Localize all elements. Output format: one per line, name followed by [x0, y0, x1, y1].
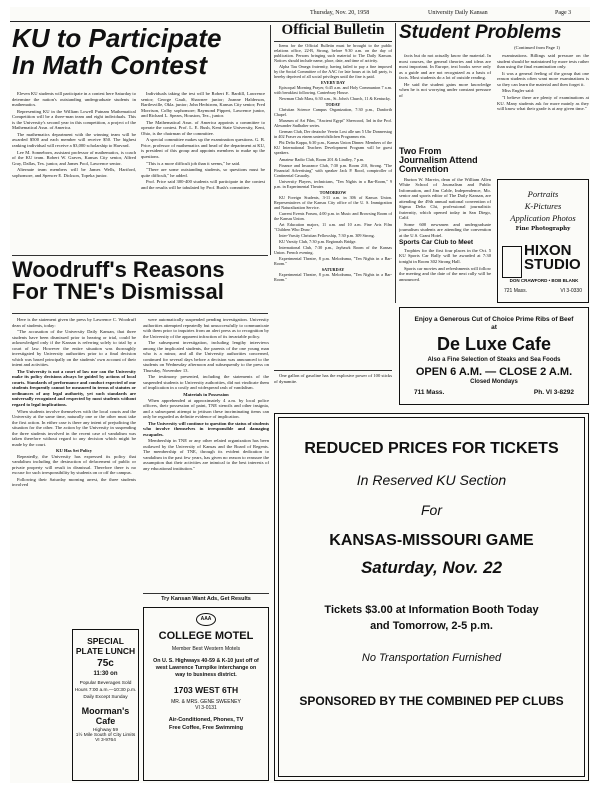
moorman-cafe-ad [72, 629, 139, 781]
bulletin-title: Official Bulletin [281, 23, 385, 38]
woodruff-headline [12, 259, 270, 315]
kumath-col-1 [12, 91, 136, 251]
camera-icon [502, 246, 522, 278]
plate-title-1: SPECIAL [87, 636, 124, 646]
subhead: Materials in Possession [183, 392, 229, 398]
paragraph: Following their Saturday morning arrest, the three students involved [12, 476, 136, 488]
deluxe-line-1: Enjoy a Generous Cut of Choice Prime Ribs of Beef at [414, 316, 574, 331]
tickets-line-6: Tickets $3.00 at Information Booth Today [324, 604, 539, 616]
tickets-line-2: In Reserved KU Section [356, 472, 507, 488]
paragraph: were automatically suspended pending investigation. University authorities attempted repeatedly but unsuccessfully to communicate with them prior to inquiries from an alert press as to recognition by the University of the apparent infraction of its invariable policy. [143, 317, 269, 339]
paragraph: Trophies for the first four places in the Oct. 5 KU Sports Car Rally will be awarded at 7:30 tonight in Room 302 Strong Hall. [399, 247, 491, 264]
tickets-line-3: For [421, 502, 442, 518]
problems-continued: (Continued from Page 1) [514, 45, 560, 50]
problems-headline: Student Problems [399, 23, 562, 43]
paragraph: "The accusation of the University Daily Kansan, that three students have been dismissed prior to hearing or trial, could be acknowledged only if the Kansan is referring solely to trial by a court of law. However the entire situation was thoroughly investigated by University authorities prior to a final decision which was based principally on the students' own account of their intent and activities. [12, 329, 136, 368]
sportscar-headline: Sports Car Club to Meet [399, 239, 474, 247]
paragraph: Individuals taking the test will be Robert E. Bardill, Lawrence senior; George Gault, Shawnee junior; Joanne Halderson, Bartlesville, Okla. junior; John Hedstrom, Kansas City senior; Fred Morrison, Colby sophomore; Raymond Pippert, Lawrence junior, and Richard L. Spears, Houston, Tex., junior. [141, 91, 265, 118]
subhead: KU Has Set Policy [55, 448, 93, 454]
paragraph: Alternate team members will be James Wells, Hartford, sophomore, and Spencer E. Dickson, Topeka junior. [12, 167, 136, 178]
bulletin-item: German Club, Der deutsche Verein Lost alle um 5 Uhr Donnerstag in 402 Fraser zu einem unterrichtlichen Programm ein. [274, 129, 392, 140]
college-motel-ad [143, 607, 269, 781]
deluxe-hours: OPEN 6 A.M. — CLOSE 2 A.M. [415, 366, 573, 378]
paragraph: Lee M. Sonneborn, assistant professor of mathematics, is coach of the KU team. Robert W. Graves, Kansas City senior, Alfred Gray, Dallas, Tex. junior, and James Pool, Lawrence senior. [12, 149, 136, 166]
motel-amenities: Air-Conditioned, Phones, TV [168, 717, 244, 723]
moorman-location: 1½ Mile South of City Limits [75, 733, 136, 738]
hixon-name-2: STUDIO [524, 256, 581, 273]
divider [395, 23, 396, 303]
header-date: Thursday, Nov. 20, 1958 [310, 10, 370, 16]
sportscar-body [399, 248, 491, 282]
bulletin-item: Phi Delta Kappa, 6:30 p.m., Kansas Union Dinner. Members of the KU International Teachers Development Program will be guest speakers. [274, 140, 392, 156]
bulletin-item: Items for the Official Bulletin must be brought to the public relations office, 22-B, Strong, before 9:30 a.m. on the day of publication. Persons bringing such material to The Daily Kansan. Notices should include name, place, date, and time of activity. [274, 43, 392, 63]
bulletin-heading: TOMORROW [319, 189, 347, 195]
tickets-line-4: KANSAS-MISSOURI GAME [329, 532, 534, 549]
want-ads-footer: Try Kansan Want Ads, Get Results [143, 593, 269, 606]
page-header [10, 7, 590, 22]
bulletin-item: Museum of Art Film, "Ancient Egypt" Sherwood, 3rd in the Prof. Alexander Sudhalter series. [274, 118, 392, 129]
tickets-line-8: No Transportation Furnished [361, 652, 502, 664]
tickets-inner-border [278, 417, 585, 777]
bulletin-item: Alpha Tau Omega fraternity, having failed to pay a fine imposed by the Social Committee of the AAC for late hours at its fall party, is hereby deprived of all social privileges until the fine is paid. [274, 64, 392, 79]
motel-phone: VI 3-0131 [195, 705, 217, 711]
kumath-headline-1: KU to Participate [12, 25, 222, 53]
plate-title-2: PLATE LUNCH [75, 646, 136, 656]
woodruff-col-1 [12, 317, 136, 625]
kumath-headline [12, 25, 267, 87]
journalism-body [399, 177, 491, 239]
moorman-phone: VI 3-9764 [95, 738, 116, 743]
bulletin-item: Episcopal Morning Prayer, 6:45 a.m. and Holy Communion 7 a.m. with breakfast following. Canterbury House. [274, 85, 392, 95]
bulletin-heading: SATURDAY [321, 267, 345, 273]
hixon-address: 721 Mass. [504, 288, 528, 294]
paragraph: The testimony presented, including the statements of the suspended students to University authorities, did not vindicate them of implication in a costly and widespread rash of vandalism. [143, 374, 269, 391]
hixon-phone: VI 3-0330 [560, 288, 582, 294]
paragraph: Here is the statement given the press by Lawrence C. Woodruff dean of students, today: [12, 317, 136, 328]
paragraph: When students involve themselves with the local courts and the University at the same time, naturally one or the other must take the first action. In either case is there any intent of prejudicing the situation for the other. The action by the University in suspending the three students involved in the recent case of vandalism was taken therefore without regard to any decision which might be made by the court. [12, 408, 136, 447]
tickets-line-9: SPONSORED BY THE COMBINED PEP CLUBS [299, 694, 564, 708]
kumath-headline-2: In Math Contest [12, 49, 207, 80]
motel-name: COLLEGE MOTEL [158, 630, 254, 642]
deluxe-name: De Luxe Cafe [436, 334, 552, 354]
paragraph: Sports car movies and refreshments will follow the meeting and the date of the next rally will be announced. [399, 265, 491, 282]
paragraph: It was a general feeling of the group that one reason students often want more examinations is so they can learn the material and then forget it. [497, 70, 589, 87]
paragraph: When apprehended at approximately 4 a.m. by local police officers, their possession of paint, TNE stencils and other insignia, and a subsequent attempt to jettison these incriminating items can only be regarded as definite evidence of implication. [143, 397, 269, 420]
motel-member: Member Best Western Motels [171, 646, 241, 652]
newspaper-page [10, 7, 590, 783]
divider [12, 255, 268, 256]
paragraph: "This is a more difficult job than it seems," he said. [146, 160, 241, 166]
aaa-logo: AAA [196, 613, 216, 626]
bulletin-item: KU Foreign Students, 3-11 a.m. in 306 of Kansas Union. Representatives of the Kansas City office of the U. S. Immigration and Naturalization Service. [274, 194, 392, 210]
hixon-line: Portraits [527, 189, 559, 199]
motel-route: On U. S. Highways 40-59 & K-10 just off of west Lawrence Turnpike interchange on way to business district. [153, 658, 259, 678]
paragraph: The subsequent investigation, including lengthy interviews among the implicated students, the parents of the one young man who is a minor, and all the University authorities concerned, continued for several days before a decision was announced to the students on Wednesday afternoon and subsequently to the press on Thursday, November 13. [143, 340, 269, 373]
plate-hours: Hours 7:00 a.m.—10:30 p.m. [74, 688, 137, 693]
problems-col-2 [497, 53, 589, 153]
paragraph: examinations. Billings said pressure on the student should be maintained by more tests rather than using the final examination only. [497, 53, 589, 69]
paragraph: The mathematics department with the winning team will be awarded $500 and each member will receive $50. The highest ranking individual will receive a $3,000 scholarship to Harvard. [12, 131, 136, 148]
paragraph: Burton W. Marvin, dean of the William Allen White School of Journalism and Public Information, and Jim Cable, Independence, Mo. senior and sports editor of The Daily Kansan, are attending the 49th annual national convention of Sigma Delta Chi, professional journalistic fraternity, which opened today in San Diego, Calif. [399, 176, 491, 221]
hixon-line: Application Photos [510, 213, 576, 223]
paragraph: Some 600 newsmen and undergraduate journalism students are attending the convention at the U.S. Grant Hotel. [399, 221, 491, 238]
paragraph: The University is not a court of law nor can the University make its policy decisions always be guided by actions of local courts. Standards of performance and conduct expected of our students frequently cannot be measured in terms of statutes or ordinances of any legal authority, yet such standards are universally recognized and respected by most students without regard to legal implications. [12, 368, 136, 407]
tickets-line-5: Saturday, Nov. 22 [360, 558, 503, 577]
bulletin-item: KU Varsity Club, 7:30 p.m. Regionals Bridge. [279, 239, 357, 245]
bulletin-item: Experimental Theatre, 8 p.m. Melodrama, "Ten Nights in a Bar-Room." [274, 272, 392, 283]
tickets-ad [274, 413, 589, 781]
kumath-col-2 [141, 91, 265, 251]
paragraph: facts but do not actually know the material. In most courses, the general theories and ideas are most important. In Europe, text books serve only as a guide and are not recognized as a basis of facts. Most students do a lot of outside reading. [399, 53, 491, 80]
bulletin-heading: EVERY DAY [320, 80, 346, 86]
woodruff-col-2 [143, 317, 269, 591]
hixon-services [498, 188, 588, 224]
bulletin-item: Christian Science Campus Organization, 7:30 p.m., Danforth Chapel. [274, 107, 392, 118]
bulletin-item: Amateur Radio Club, Room 201 & Lindley, 7 p.m. [279, 156, 365, 162]
deluxe-phone: Ph. VI 3-8292 [533, 389, 574, 396]
bulletin-footer-text: One gallon of gasoline has the explosive power of 100 sticks of dynamite. [274, 373, 392, 384]
paragraph: The University will continue to question the status of students who involve themselves in irresponsible and damaging escapades. [143, 420, 269, 437]
deluxe-closed: Closed Mondays [470, 379, 518, 385]
motel-owners: MR. & MRS. GENE SWEENEY [171, 699, 241, 705]
paragraph: Eleven KU students will participate in a contest here Saturday to determine the nation's outstanding undergraduate students in mathematics. [12, 91, 136, 107]
bulletin-body [274, 44, 392, 285]
moorman-name: Moorman's Cafe [81, 706, 130, 726]
plate-time: 11:30 on [93, 671, 118, 677]
bulletin-item: Current Events Forum, 4:00 p.m. in Music and Browsing Room of the Kansas Union. [274, 210, 392, 221]
tickets-line-7: and Tomorrow, 2-5 p.m. [370, 620, 493, 632]
paragraph: Repeatedly, the University has expressed its policy that vandalism including the destruction of defacement of public or private property will result in dismissal. Therefore there is no excuse for such irresponsibility by students on or off the campus. [12, 453, 136, 476]
paragraph: "I believe there are plenty of examinations at KU. Many students ask for more mainly as they will know what their grade is at any given time." [497, 95, 589, 112]
paragraph: "There are some outstanding students, so questions must be quite difficult," he added. [141, 167, 265, 178]
header-paper: University Daily Kansan [428, 10, 488, 16]
paragraph: Prof. Price said 300-400 students will participate in the contest and the results will be tabulated by Prof. Bush's committee. [141, 179, 265, 190]
bulletin-item: Finance and Insurance Club, 7:30 p.m. Room 210, Strong. "The Financial Advertising" with speaker Jack P. Rood, comptroller of Continental Casualty. [274, 162, 392, 178]
student-problems [399, 23, 589, 153]
bulletin-item: International Club, 7:30 p.m., Jayhawk Room of the Kansas Union. French evening. [274, 245, 392, 256]
header-page: Page 3 [555, 10, 572, 16]
moorman-hwy: Highway 59 [92, 728, 119, 733]
hixon-line: K-Pictures [524, 201, 562, 211]
plate-note: Popular Beverages Sold [79, 681, 132, 686]
official-bulletin [274, 23, 392, 407]
tickets-line-1: REDUCED PRICES FOR TICKETS [304, 440, 559, 457]
paragraph: A special committee makes up the examination questions. G. B. Price, professor of mathematics and head of the department at KU, is president of this group and appoints members to make up the questions. [141, 137, 265, 159]
deluxe-line-2: Also a Fine Selection of Steaks and Sea Foods [427, 357, 561, 363]
bulletin-item: University Players, technicians, "Ten Nights in a Bar-Room," 9 p.m. in Experimental Theater. [274, 178, 392, 189]
divider [274, 41, 392, 42]
paragraph: Representing KU in the William Lowell Putnam Mathematical Competition will be a three-man team and eight individuals. This is the University's second year in this competition, a project of the Mathematical Assn. of America. [12, 108, 136, 131]
bulletin-item: Newman Club Mass, 6:30 a.m., St. John's Church, 11 & Kentucky. [279, 96, 391, 102]
bulletin-item: Inter-Varsity Christian Fellowship, 7:30 p.m. 309 Strong. [279, 232, 375, 238]
woodruff-headline-1: Woodruff's Reasons [12, 259, 225, 282]
motel-coffee: Free Coffee, Free Swimming [169, 725, 243, 731]
paragraph: The Mathematical Assn. of America appoints a committee to operate the contest. Prof. L. E. Bush, Kent State University, Kent, Ohio, is the chairman of the committee. [141, 119, 265, 136]
bulletin-item: Experimental Theatre, 8 p.m. Melodrama, "Ten Nights in a Bar-Room." [274, 256, 392, 267]
bulletin-item: Art Education majors, 11 a.m. and 10 a.m. Fine Arts Film "Children Who Draw." [274, 221, 392, 232]
deluxe-cafe-ad [399, 307, 589, 405]
motel-address: 1703 WEST 6TH [173, 685, 239, 695]
plate-daily: Daily Except Sunday [83, 695, 128, 700]
journalism-headline: Two From Journalism Attend Convention [399, 147, 478, 175]
problems-col-1 [399, 53, 491, 153]
divider [12, 313, 268, 314]
hixon-studio-ad [497, 179, 589, 303]
woodruff-headline-2: For TNE's Dismissal [12, 279, 224, 305]
journalism-article [399, 147, 491, 303]
bulletin-footer [274, 370, 392, 392]
hixon-people: DON CRAWFORD • BOB BLANK [509, 278, 579, 283]
bulletin-heading: TODAY [325, 102, 341, 108]
divider [270, 25, 271, 255]
hixon-name-1: HIXON [524, 242, 572, 259]
paragraph: He said the student gains more knowledge when he is not worrying under constant pressure of [399, 81, 491, 98]
deluxe-address: 711 Mass. [414, 389, 445, 396]
paragraph: Miss Engler said: [502, 88, 535, 94]
hixon-fine: Fine Photography [515, 226, 571, 232]
paragraph: Membership in TNE or any other related organization has been outlawed by the University of Kansas and the Board of Regents. The membership of TNE, through its evident dedication to vandalism in the past few years, has given no reason to reassure the assumption that their activities are inimical to the best interests of any educational institution." [143, 438, 269, 471]
divider [274, 370, 392, 371]
plate-price: 75c [97, 658, 114, 669]
hixon-name [524, 244, 581, 272]
